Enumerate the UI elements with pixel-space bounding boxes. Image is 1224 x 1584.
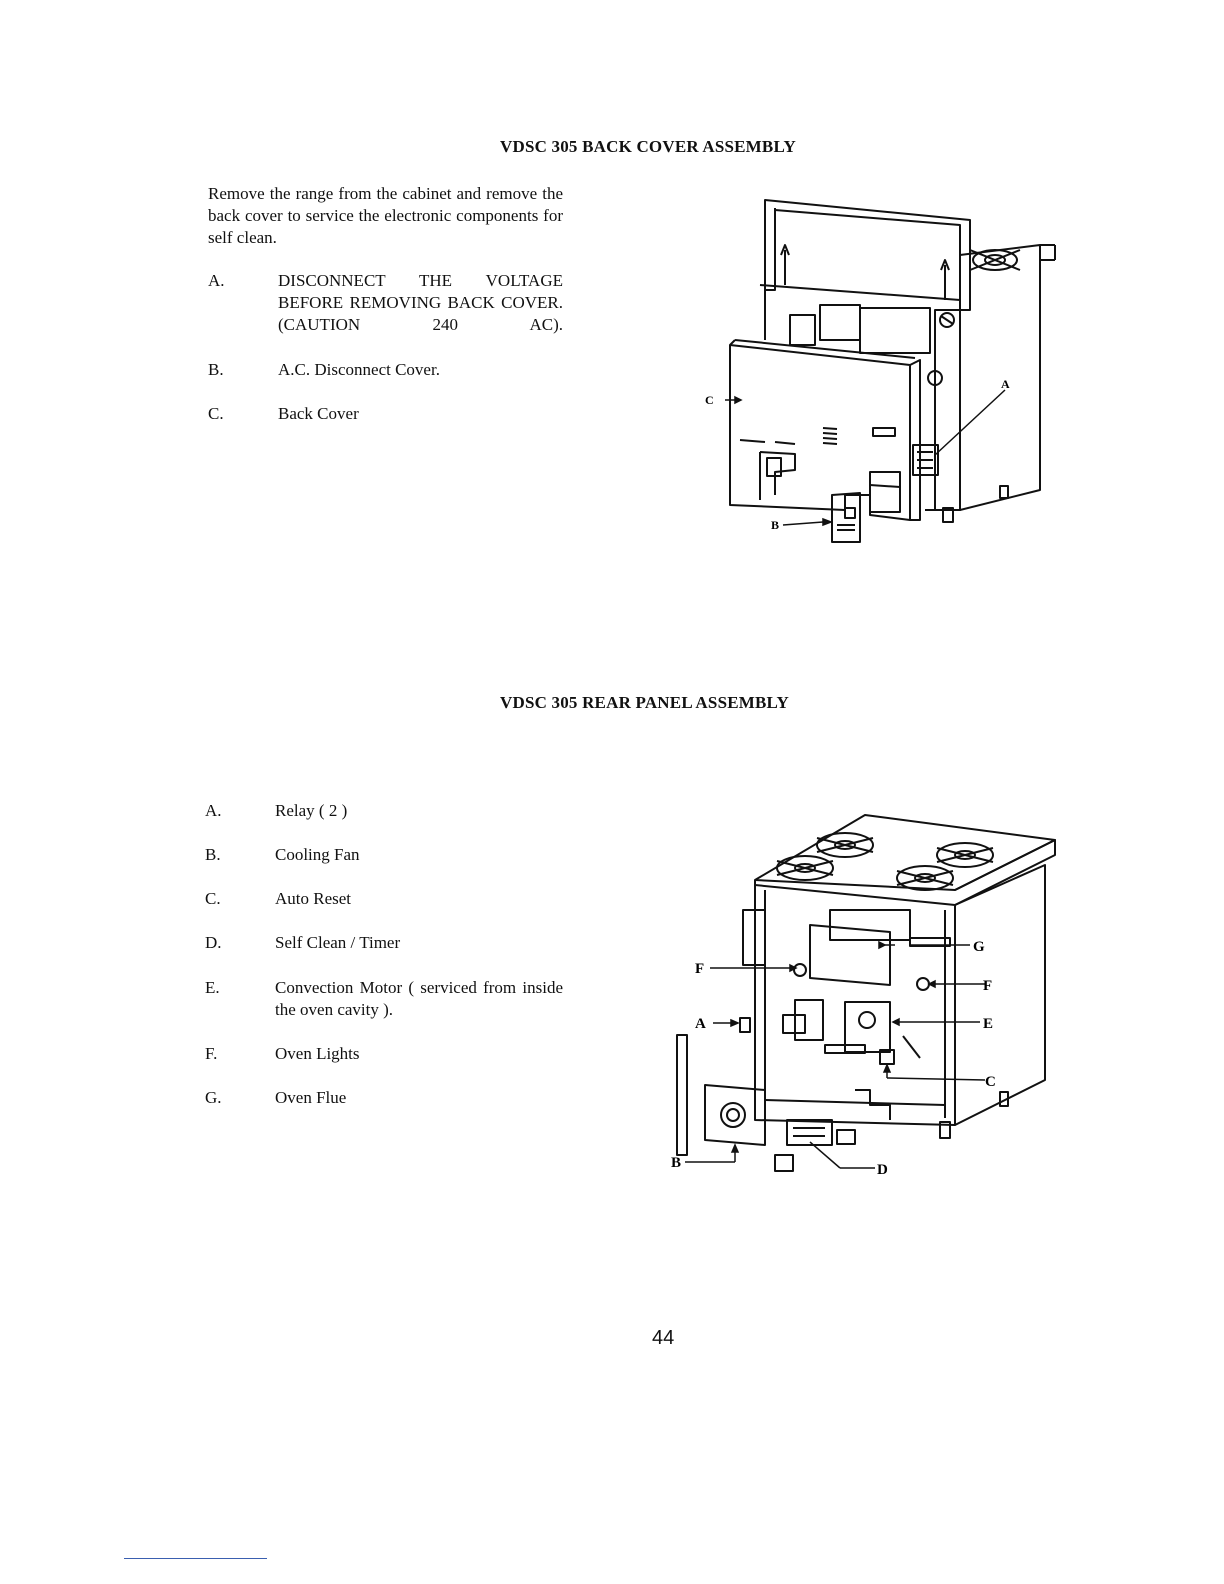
figure-label-d: D bbox=[877, 1162, 888, 1178]
item-text: Cooling Fan bbox=[275, 845, 360, 864]
figure-label-f-left: F bbox=[695, 961, 705, 977]
item-text: Convection Motor ( serviced from inside the oven cavity ). bbox=[275, 978, 563, 1019]
item-text: Oven Flue bbox=[275, 1088, 347, 1107]
item-letter: E. bbox=[205, 978, 220, 997]
item-letter: D. bbox=[205, 933, 222, 952]
figure-label-c: C bbox=[985, 1074, 996, 1090]
section1-intro: Remove the range from the cabinet and remove the back cover to service the electronic components for self clean. bbox=[208, 184, 563, 247]
figure-label-b: B bbox=[671, 1155, 682, 1171]
item-letter: B. bbox=[208, 360, 224, 379]
item-letter: C. bbox=[205, 889, 221, 908]
item-text: Self Clean / Timer bbox=[275, 933, 401, 952]
item-letter: A. bbox=[205, 801, 222, 820]
rear-panel-assembly-diagram bbox=[665, 810, 1065, 1190]
figure-label-a: A bbox=[1001, 377, 1010, 391]
item-letter: B. bbox=[205, 845, 221, 864]
figure-label-a: A bbox=[695, 1016, 706, 1032]
item-letter: A. bbox=[208, 271, 225, 290]
section2-title: VDSC 305 REAR PANEL ASSEMBLY bbox=[500, 693, 789, 712]
item-text: A.C. Disconnect Cover. bbox=[278, 360, 440, 379]
footnote-rule bbox=[124, 1558, 267, 1559]
figure-label-b: B bbox=[771, 518, 780, 532]
item-text: Auto Reset bbox=[275, 889, 352, 908]
figure-label-g: G bbox=[973, 939, 985, 955]
back-cover-assembly-diagram bbox=[695, 190, 1075, 555]
page-number: 44 bbox=[652, 1327, 675, 1349]
item-text: Back Cover bbox=[278, 404, 359, 423]
item-letter: G. bbox=[205, 1088, 222, 1107]
item-letter: C. bbox=[208, 404, 224, 423]
figure-label-e: E bbox=[983, 1016, 994, 1032]
figure-label-c: C bbox=[705, 393, 714, 407]
section1-title: VDSC 305 BACK COVER ASSEMBLY bbox=[500, 137, 796, 156]
item-letter: F. bbox=[205, 1044, 218, 1063]
figure-label-f-right: F bbox=[983, 978, 993, 994]
item-text: DISCONNECT THE VOLTAGE BEFORE REMOVING BACK COVER. (CAUTION 240 AC). bbox=[278, 271, 563, 334]
item-text: Relay ( 2 ) bbox=[275, 801, 348, 820]
item-text: Oven Lights bbox=[275, 1044, 360, 1063]
